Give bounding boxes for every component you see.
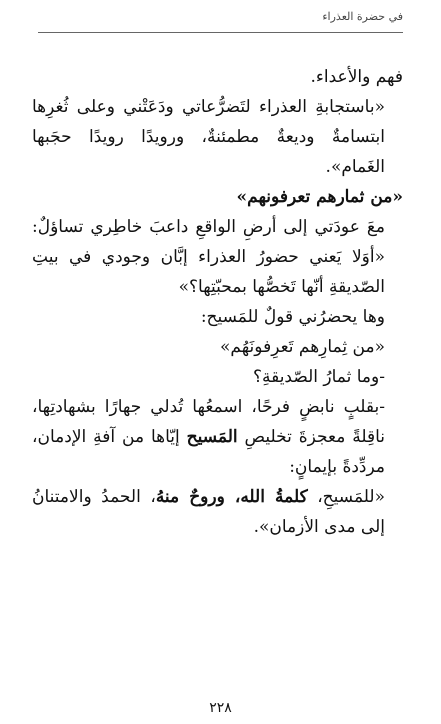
paragraph-7-text-b: إيّاها من آفةِ الإدمان، مردِّدةً بإيمانٍ: [32, 427, 385, 477]
running-header: في حضرة العذراء [322, 10, 403, 23]
paragraph-8-text-a: «للمَسيحِ، [307, 487, 385, 507]
paragraph-5: «من ثِمارِهم تَعرِفونَهُم» [220, 337, 385, 357]
paragraph-3: معَ عودَتي إلى أرضِ الواقعِ داعبَ خاطِري تساؤلٌ: «أوَلا يَعني حضورُ العذراء إبَّان وجودي في بيتِ الصّديقةِ أنّها تَخصُّها بمحبّتِها؟» [32, 217, 385, 297]
paragraph-7-text-a: -بقلبٍ نابضٍ فرحًا، اسمعُها تُدلي جهارًا بشهادتِها، ناقِلةً معجزةَ تخليصِ [32, 397, 385, 447]
paragraph-8-bold: كلمةُ الله، وروحٌ منهُ [155, 487, 308, 507]
header-divider [38, 32, 403, 33]
page-number: ٢٢٨ [209, 700, 232, 716]
paragraph-8-text-b: ، الحمدُ والامتنانُ إلى مدى الأزمان». [32, 487, 385, 537]
paragraph-8 [32, 482, 403, 542]
paragraph-7-bold: المَسيح [186, 427, 238, 447]
section-heading: «من ثمارهم تعرفونهم» [236, 187, 403, 207]
paragraph-4: وها يحضرُني قولٌ للمَسيح: [200, 307, 385, 327]
paragraph-1: فهم والأعداء. [310, 67, 403, 87]
paragraph-6: -وما ثمارُ الصّديقةِ؟ [252, 367, 385, 387]
paragraph-2: «باستجابةِ العذراء لتَضرُّعاتي ودَعَتْني وعلى ثُغرِها ابتسامةٌ وديعةٌ مطمئنةٌ، ورويدًا رويدًا حجَبها الغَمام». [32, 97, 385, 177]
body-text [32, 62, 403, 542]
paragraph-7 [32, 392, 403, 482]
